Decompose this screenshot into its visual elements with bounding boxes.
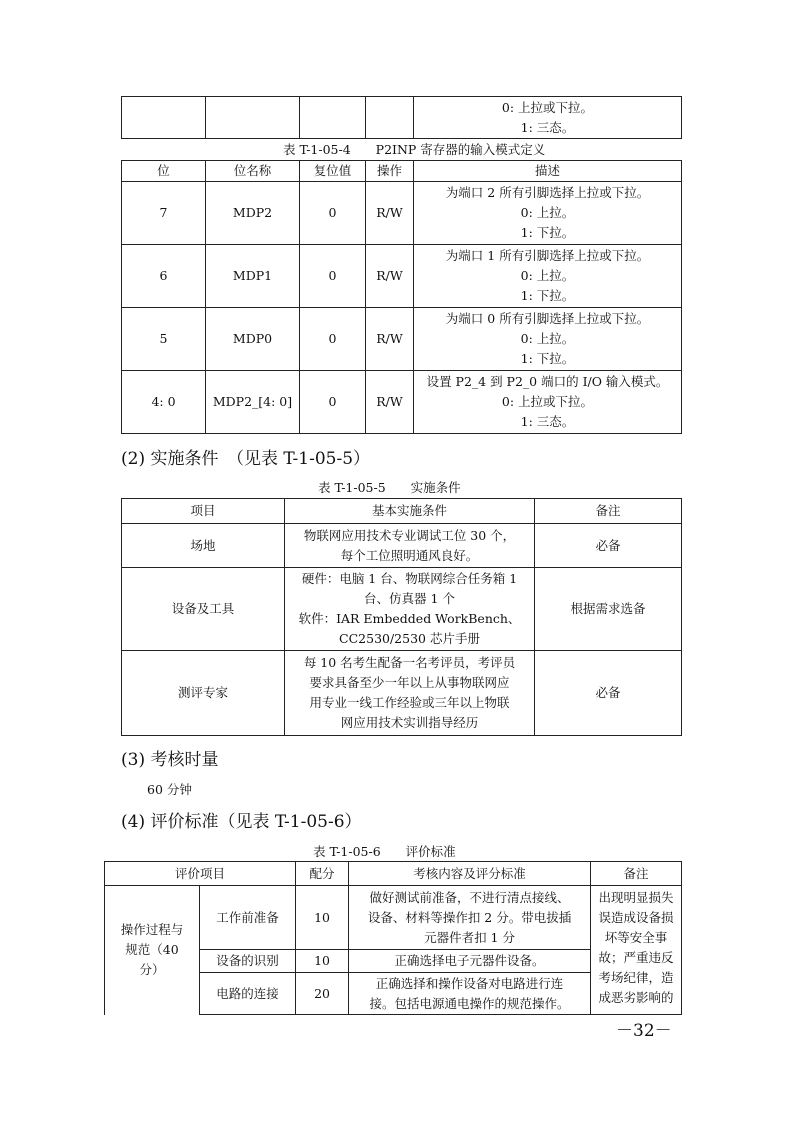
- section-heading-4: (4) 评价标准（见表 T-1-05-6）: [121, 812, 362, 832]
- header-note: 备注: [591, 862, 682, 886]
- duration-text: 60 分钟: [147, 782, 192, 797]
- section-heading-3: (3) 考核时量: [121, 750, 219, 770]
- header-op: 操作: [366, 161, 414, 182]
- table-row: 5 MDP0 0 R/W 为端口 0 所有引脚选择上拉或下拉。 0: 上拉。 1: 下拉。: [122, 308, 682, 371]
- table-caption-4: 表 T-1-05-4 P2INP 寄存器的输入模式定义: [283, 142, 546, 157]
- page-number: －32－: [616, 1021, 672, 1041]
- table-row: 电路的连接 20 正确选择和操作设备对电路进行连 接。包括电源通电操作的规范操作。: [105, 973, 682, 1015]
- table-row: 测评专家 每 10 名考生配备一名考评员，考评员 要求具备至少一年以上从事物联网应 用专业一线工作经验或三年以上物联 网应用技术实训指导经历 必备: [122, 651, 682, 736]
- header-desc: 描述: [414, 161, 682, 182]
- header-bit: 位: [122, 161, 206, 182]
- header-name: 位名称: [206, 161, 300, 182]
- eval-group: 操作过程与 规范（40 分）: [105, 886, 200, 1015]
- header-reset: 复位值: [300, 161, 366, 182]
- table-row: 6 MDP1 0 R/W 为端口 1 所有引脚选择上拉或下拉。 0: 上拉。 1: 下拉。: [122, 245, 682, 308]
- header-note: 备注: [535, 499, 682, 524]
- header-content: 考核内容及评分标准: [349, 862, 591, 886]
- table-row: 4: 0 MDP2_[4: 0] 0 R/W 设置 P2_4 到 P2_0 端口的 I/O 输入模式。 0: 上拉或下拉。 1: 三态。: [122, 371, 682, 434]
- table-row: 7 MDP2 0 R/W 为端口 2 所有引脚选择上拉或下拉。 0: 上拉。 1: 下拉。: [122, 182, 682, 245]
- section-heading-2: (2) 实施条件 （见表 T-1-05-5）: [121, 449, 371, 469]
- table-row: 设备及工具 硬件：电脑 1 台、物联网综合任务箱 1 台、仿真器 1 个 软件：IAR Embedded WorkBench、 CC2530/2530 芯片手册 根据需求选备: [122, 568, 682, 651]
- continued-desc: 0: 上拉或下拉。 1: 三态。: [414, 97, 682, 139]
- table-row: 设备的识别 10 正确选择电子元器件设备。: [105, 950, 682, 973]
- table-row: 场地 物联网应用技术专业调试工位 30 个， 每个工位照明通风良好。 必备: [122, 524, 682, 568]
- eval-note: 出现明显损失 误造成设备损 坏等安全事 故；严重违反 考场纪律，造 成恶劣影响的: [591, 886, 682, 1015]
- table-row: 操作过程与 规范（40 分） 工作前准备 10 做好测试前准备，不进行清点接线、 设备、材料等操作扣 2 分。带电拔插 元器件者扣 1 分 出现明显损失 误造成设备损 坏等安全事 故；严重违反 考场纪律，造 成恶劣影响的: [105, 886, 682, 950]
- header-condition: 基本实施条件: [285, 499, 535, 524]
- table-caption-5: 表 T-1-05-5 实施条件: [318, 480, 461, 495]
- evaluation-table: [104, 861, 682, 1015]
- header-eval-item: 评价项目: [105, 862, 296, 886]
- header-item: 项目: [122, 499, 285, 524]
- table-caption-6: 表 T-1-05-6 评价标准: [313, 844, 456, 859]
- conditions-table: [121, 498, 682, 736]
- continued-table: [121, 96, 682, 139]
- register-table: [121, 160, 682, 434]
- header-score: 配分: [296, 862, 349, 886]
